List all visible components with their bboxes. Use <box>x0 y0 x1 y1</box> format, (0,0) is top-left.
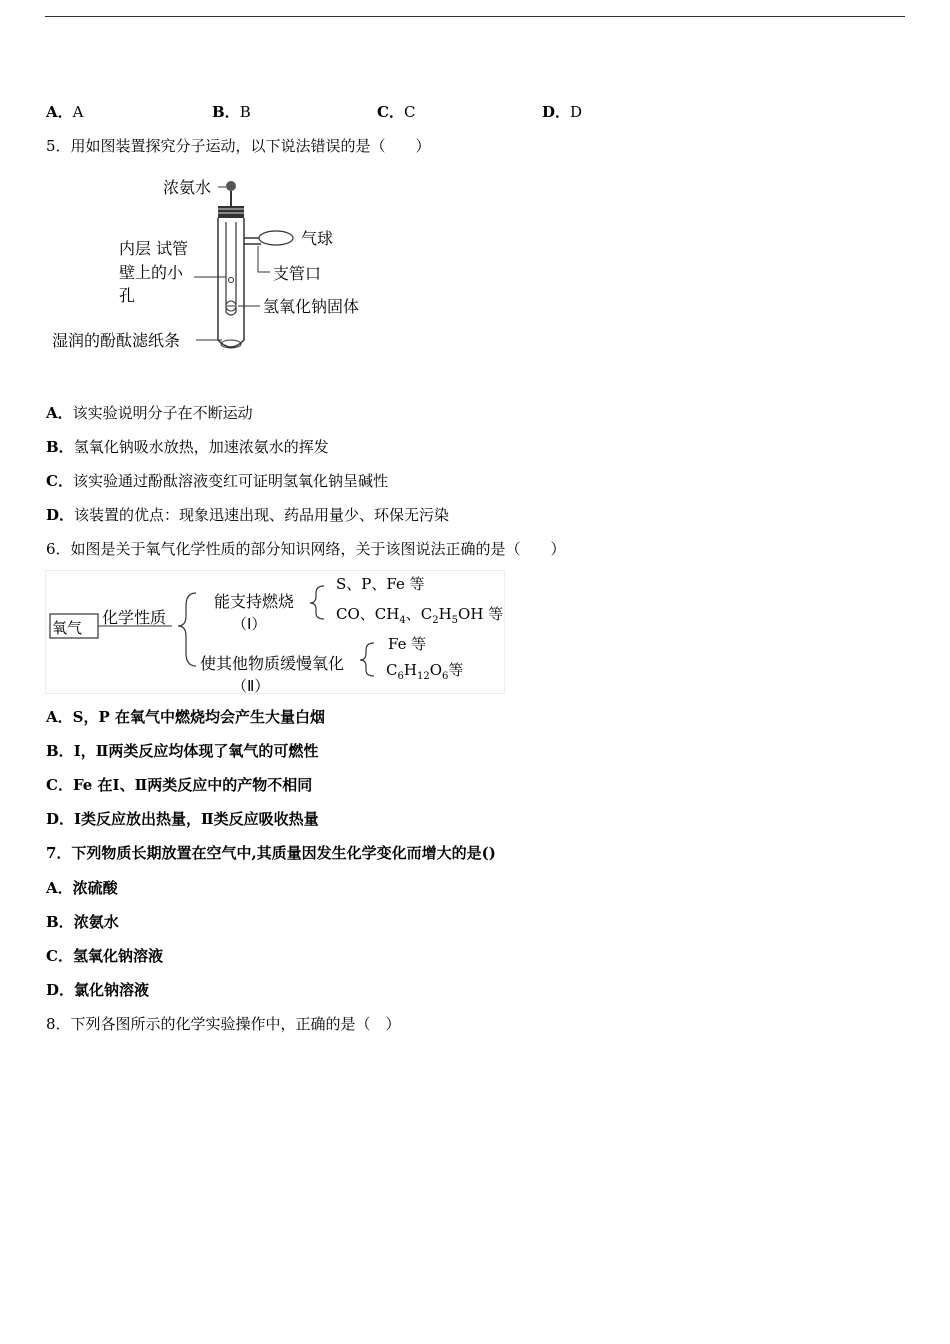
label-balloon: 气球 <box>301 229 334 248</box>
label-b1-item2: CO、$CH_4$、$C_2H_5OH$ 等 <box>336 605 504 626</box>
q7-option-c[interactable]: C．氢氧化钠溶液 <box>46 947 163 965</box>
q5-option-a[interactable]: A．该实验说明分子在不断运动 <box>46 404 253 422</box>
q4-option-c[interactable]: C．C <box>377 103 416 121</box>
label-branch: 支管口 <box>273 264 322 283</box>
q5-option-b[interactable]: B．氢氧化钠吸水放热，加速浓氨水的挥发 <box>46 438 329 456</box>
label-inner-tube-2: 壁上的小 <box>119 263 184 282</box>
label-inner-tube-3: 孔 <box>119 286 136 305</box>
q6-stem: 6．如图是关于氧气化学性质的部分知识网络，关于该图说法正确的是（ ） <box>46 540 566 558</box>
q6-option-b[interactable]: B．Ⅰ，Ⅱ两类反应均体现了氧气的可燃性 <box>46 742 319 760</box>
q5-stem: 5．用如图装置探究分子运动，以下说法错误的是（ ） <box>46 137 431 155</box>
label-paper: 湿润的酚酞滤纸条 <box>52 331 181 350</box>
q4-option-d[interactable]: D．D <box>542 103 583 121</box>
label-b1-item1: S、P、Fe 等 <box>336 575 425 593</box>
q6-option-c[interactable]: C．Fe 在Ⅰ、Ⅱ两类反应中的产物不相同 <box>46 776 313 794</box>
q8-stem: 8．下列各图所示的化学实验操作中，正确的是（ ） <box>46 1015 401 1033</box>
label-branch2: 使其他物质缓慢氧化 <box>200 654 345 673</box>
label-branch2-tag: （Ⅱ） <box>232 677 270 694</box>
q4-options <box>46 102 906 122</box>
label-oxygen: 氧气 <box>52 619 83 637</box>
q7-option-b[interactable]: B．浓氨水 <box>46 913 119 931</box>
label-branch1: 能支持燃烧 <box>214 592 295 611</box>
label-chem-prop: 化学性质 <box>102 608 167 627</box>
label-b2-item2: $C_6H_{12}O_6$等 <box>386 661 464 682</box>
q5-figure <box>46 172 386 362</box>
q4-option-a[interactable]: A．A <box>46 103 84 121</box>
q5-option-c[interactable]: C．该实验通过酚酞溶液变红可证明氢氧化钠呈碱性 <box>46 472 388 490</box>
label-naoh: 氢氧化钠固体 <box>263 297 360 316</box>
q7-stem: 7．下列物质长期放置在空气中,其质量因发生化学变化而增大的是() <box>46 844 496 862</box>
q5-option-d[interactable]: D．该装置的优点：现象迅速出现、药品用量少、环保无污染 <box>46 506 450 524</box>
label-branch1-tag: （Ⅰ） <box>232 615 267 633</box>
header-rule <box>45 16 905 17</box>
label-b2-item1: Fe 等 <box>388 635 427 653</box>
q7-option-a[interactable]: A．浓硫酸 <box>46 879 118 897</box>
q4-option-b[interactable]: B．B <box>212 103 251 121</box>
q6-figure <box>45 570 505 694</box>
q6-option-a[interactable]: A．S，P 在氧气中燃烧均会产生大量白烟 <box>46 708 325 726</box>
q7-option-d[interactable]: D．氯化钠溶液 <box>46 981 150 999</box>
label-ammonia: 浓氨水 <box>163 178 212 197</box>
q6-option-d[interactable]: D．Ⅰ类反应放出热量，Ⅱ类反应吸收热量 <box>46 810 319 828</box>
label-inner-tube-1: 内层 试管 <box>119 239 189 258</box>
